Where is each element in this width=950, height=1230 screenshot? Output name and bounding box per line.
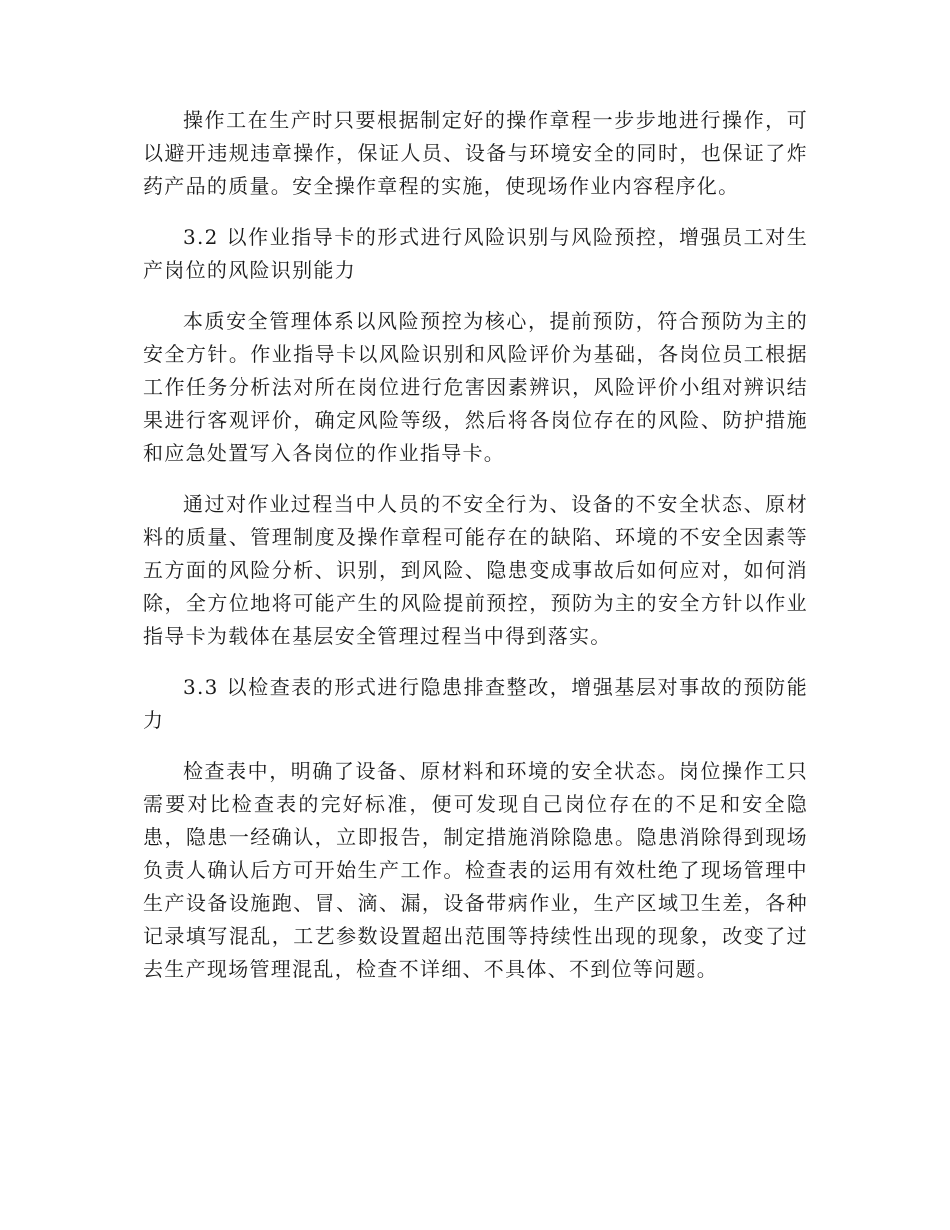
paragraph-gap: [143, 470, 808, 488]
paragraph-gap: [143, 737, 808, 755]
section-heading-3-3: 3.3 以检查表的形式进行隐患排查整改，增强基层对事故的预防能力: [143, 675, 808, 732]
paragraph-checklist: 检查表中，明确了设备、原材料和环境的安全状态。岗位操作工只需要对比检查表的完好标准，便可发现自己岗位存在的不足和安全隐患，隐患一经确认，立即报告，制定措施消除隐患。隐患消除得到现场负责人确认后方可开始生产工作。检查表的运用有效杜绝了现场管理中生产设备设施跑、冒、滴、漏，设备带病作业，生产区域卫生差，各种记录填写混乱，工艺参数设置超出范围等持续性出现的现象，改变了过去生产现场管理混乱，检查不详细、不具体、不到位等问题。: [143, 759, 808, 981]
paragraph-risk-control-system: 本质安全管理体系以风险预控为核心，提前预防，符合预防为主的安全方针。作业指导卡以风险识别和风险评价为基础，各岗位员工根据工作任务分析法对所在岗位进行危害因素辨识，风险评价小组对辨识结果进行客观评价，确定风险等级，然后将各岗位存在的风险、防护措施和应急处置写入各岗位的作业指导卡。: [143, 309, 808, 465]
section-heading-3-2: 3.2 以作业指导卡的形式进行风险识别与风险预控，增强员工对生产岗位的风险识别能力: [143, 225, 808, 282]
document-body: [143, 104, 808, 986]
paragraph-gap: [143, 653, 808, 671]
paragraph-risk-analysis: 通过对作业过程当中人员的不安全行为、设备的不安全状态、原材料的质量、管理制度及操作章程可能存在的缺陷、环境的不安全因素等五方面的风险分析、识别，到风险、隐患变成事故后如何应对，如何消除，全方位地将可能产生的风险提前预控，预防为主的安全方针以作业指导卡为载体在基层安全管理过程当中得到落实。: [143, 492, 808, 648]
paragraph-gap: [143, 203, 808, 221]
paragraph-gap: [143, 287, 808, 305]
paragraph-operation-procedure: 操作工在生产时只要根据制定好的操作章程一步步地进行操作，可以避开违规违章操作，保证人员、设备与环境安全的同时，也保证了炸药产品的质量。安全操作章程的实施，使现场作业内容程序化。: [143, 108, 808, 198]
